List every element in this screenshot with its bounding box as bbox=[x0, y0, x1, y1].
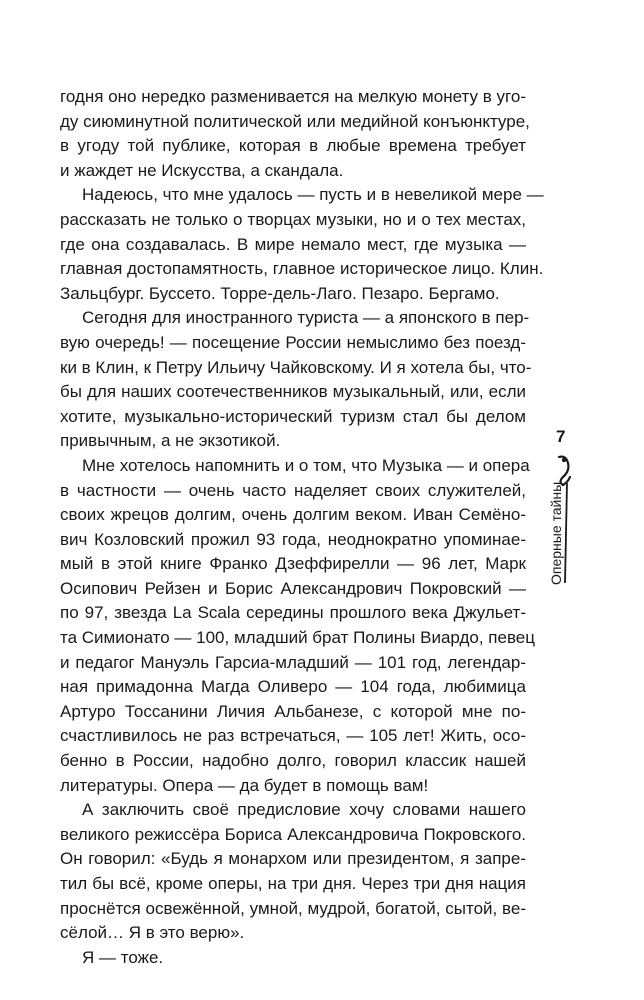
text-line: тил бы всё, кроме оперы, на три дня. Через три дня нация bbox=[60, 874, 526, 893]
text-line: Осипович Рейзен и Борис Александрович Покровский — bbox=[60, 578, 526, 598]
text-line: сёлой… Я в это верю». bbox=[60, 923, 245, 943]
text-line: та Симионато — 100, младший брат Полины Виардо, певец bbox=[60, 628, 535, 648]
text-line: ду сиюминутной политической или медийной конъюнктуре, bbox=[60, 111, 530, 131]
text-line: мый в этой книге Франко Дзеффирелли — 96 лет, Марк bbox=[60, 554, 526, 574]
text-line: счастливилось не раз встречаться, — 105 лет! Жить, осо- bbox=[60, 726, 526, 746]
text-line: Мне хотелось напомнить и о том, что Музыка — и опера bbox=[82, 455, 530, 475]
text-line: своих жрецов долгим, очень долгим веком. Иван Семёно- bbox=[60, 505, 526, 525]
text-line: вую очередь! — посещение России немыслимо без поезд- bbox=[60, 332, 526, 352]
text-line: в угоду той публике, которая в любые времена требует bbox=[60, 136, 526, 156]
text-line: Зальцбург. Буссето. Торре-дель-Лаго. Пезаро. Бергамо. bbox=[60, 283, 500, 303]
text-line: в частности — очень часто наделяет своих служителей, bbox=[60, 480, 526, 500]
text-line: вич Козловский прожил 93 года, неоднократно упоминае- bbox=[60, 529, 526, 549]
page-number: 7 bbox=[556, 427, 566, 446]
text-line: бенно в России, надобно долго, говорил классик нашей bbox=[60, 751, 526, 771]
text-line: Сегодня для иностранного туриста — а японского в пер- bbox=[82, 308, 530, 328]
text-line: Надеюсь, что мне удалось — пусть и в невеликой мере — bbox=[82, 185, 544, 205]
text-line: по 97, звезда La Scala середины прошлого века Джульет- bbox=[60, 603, 526, 623]
text-line: Я — тоже. bbox=[82, 947, 164, 967]
text-line: рассказать не только о творцах музыки, но и о тех местах, bbox=[60, 209, 526, 229]
text-line: бы для наших соотечественников музыкальный, или, если bbox=[60, 382, 526, 402]
text-line: и жаждет не Искусства, а скандала. bbox=[60, 160, 344, 180]
text-line: ки в Клин, к Петру Ильичу Чайковскому. И я хотела бы, что- bbox=[60, 357, 532, 377]
text-line: А заключить своё предисловие хочу словами нашего bbox=[82, 800, 526, 820]
text-line: годня оно нередко разменивается на мелкую монету в уго- bbox=[60, 87, 526, 106]
running-title: Оперные тайны bbox=[548, 481, 564, 585]
text-line: главная достопамятность, главное историческое лицо. Клин. bbox=[60, 259, 544, 279]
text-line: Он говорил: «Будь я монархом или президентом, я запре- bbox=[60, 849, 526, 869]
text-line: привычным, а не экзотикой. bbox=[60, 431, 281, 451]
text-line: литературы. Опера — да будет в помощь вам! bbox=[60, 775, 429, 795]
text-line: Артуро Тоссанини Личия Альбанезе, с которой мне по- bbox=[60, 701, 526, 721]
text-line: проснётся освежённой, умной, мудрой, богатой, сытой, ве- bbox=[60, 898, 526, 918]
text-line: ная примадонна Магда Оливеро — 104 года, любимица bbox=[60, 677, 526, 697]
text-line: хотите, музыкально-исторический туризм стал бы делом bbox=[60, 406, 526, 426]
text-line: где она создавалась. В мире немало мест, где музыка — bbox=[60, 234, 526, 254]
text-line: великого режиссёра Бориса Александровича Покровского. bbox=[60, 824, 526, 844]
body-text bbox=[60, 85, 544, 970]
text-line: и педагог Мануэль Гарсиа-младший — 101 год, легендар- bbox=[60, 652, 526, 672]
